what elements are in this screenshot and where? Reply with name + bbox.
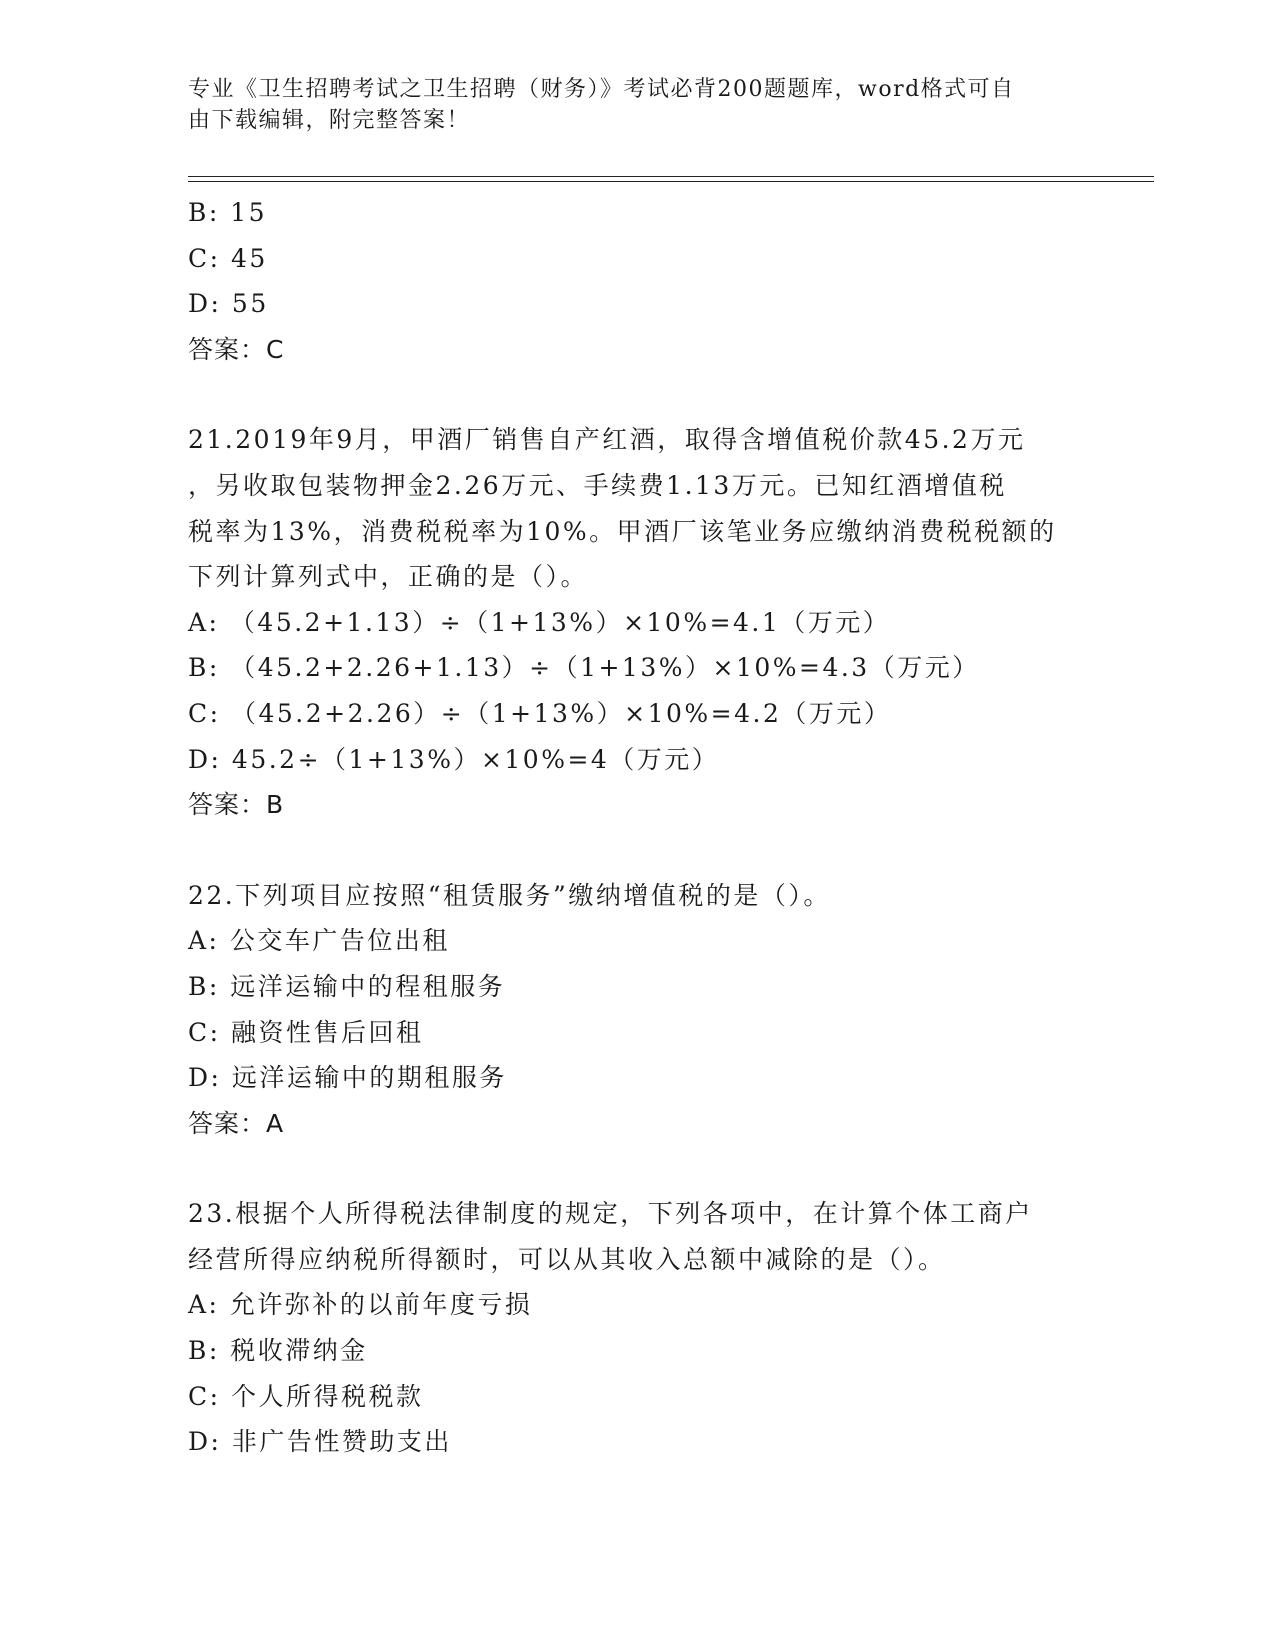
option-d: D: 非广告性赞助支出 bbox=[188, 1427, 452, 1457]
header-divider bbox=[188, 176, 1154, 177]
question-22 bbox=[188, 873, 1078, 1147]
option-a: A: 允许弥补的以前年度亏损 bbox=[188, 1290, 533, 1320]
question-23 bbox=[188, 1191, 1078, 1465]
option-c: C: 融资性售后回租 bbox=[188, 1017, 424, 1047]
question-text: 21.2019年9月，甲酒厂销售自产红酒，取得含增值税价款45.2万元 bbox=[188, 425, 1026, 455]
previous-question-tail bbox=[188, 190, 1078, 372]
question-content bbox=[188, 190, 1078, 1465]
answer-line: 答案：C bbox=[188, 334, 285, 364]
question-text: 税率为13%，消费税税率为10%。甲酒厂该笔业务应缴纳消费税税额的 bbox=[188, 516, 1057, 546]
question-text: 下列计算列式中，正确的是（）。 bbox=[188, 562, 589, 592]
option-c: C: 45 bbox=[188, 243, 268, 273]
header-line: 由下载编辑，附完整答案！ bbox=[188, 108, 471, 133]
header-divider bbox=[188, 181, 1154, 182]
question-text: 经营所得应纳税所得额时，可以从其收入总额中减除的是（）。 bbox=[188, 1244, 946, 1274]
option-d: D: 45.2÷（1+13%）×10%=4（万元） bbox=[188, 744, 720, 774]
question-text: 23.根据个人所得税法律制度的规定，下列各项中，在计算个体工商户 bbox=[188, 1199, 1033, 1229]
option-a: A: 公交车广告位出租 bbox=[188, 926, 450, 956]
page-header bbox=[188, 74, 1068, 136]
header-line: 专业《卫生招聘考试之卫生招聘（财务）》考试必背200题题库，word格式可自 bbox=[188, 77, 1015, 102]
option-a: A: （45.2+1.13）÷（1+13%）×10%=4.1（万元） bbox=[188, 607, 891, 637]
option-b: B: 税收滞纳金 bbox=[188, 1336, 368, 1366]
question-21 bbox=[188, 417, 1078, 827]
option-b: B: （45.2+2.26+1.13）÷（1+13%）×10%=4.3（万元） bbox=[188, 653, 980, 683]
option-d: D: 55 bbox=[188, 289, 269, 319]
answer-line: 答案：A bbox=[188, 1108, 285, 1138]
question-text: ，另收取包装物押金2.26万元、手续费1.13万元。已知红酒增值税 bbox=[188, 470, 1007, 500]
option-b: B: 远洋运输中的程租服务 bbox=[188, 971, 506, 1001]
option-d: D: 远洋运输中的期租服务 bbox=[188, 1063, 507, 1093]
answer-line: 答案：B bbox=[188, 790, 285, 820]
option-c: C: （45.2+2.26）÷（1+13%）×10%=4.2（万元） bbox=[188, 698, 892, 728]
option-b: B: 15 bbox=[188, 198, 268, 227]
question-text: 22.下列项目应按照“租赁服务”缴纳增值税的是（）。 bbox=[188, 880, 831, 910]
option-c: C: 个人所得税税款 bbox=[188, 1381, 424, 1411]
